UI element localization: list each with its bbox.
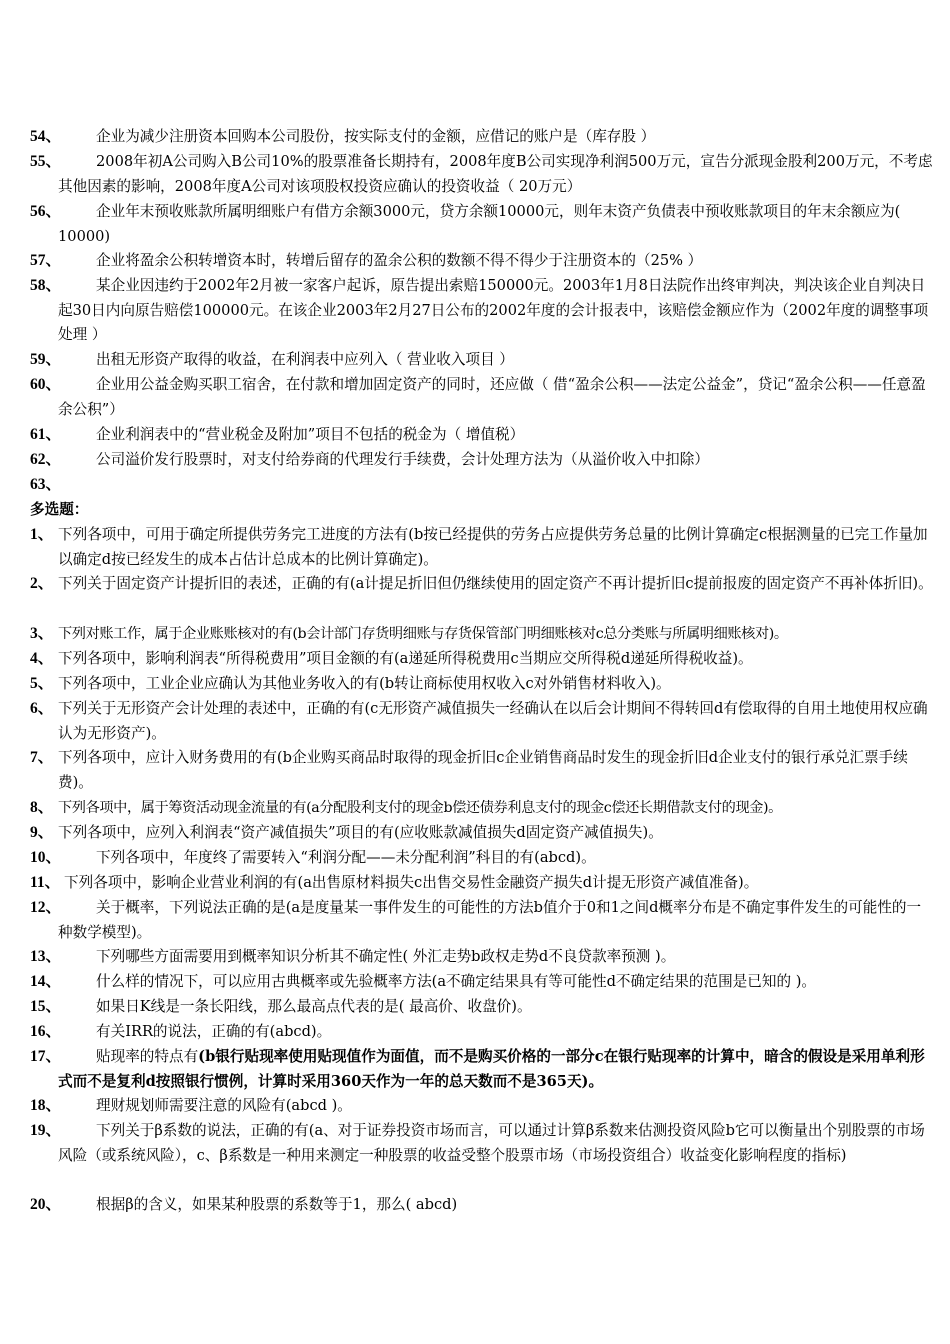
- question-number: 56、: [30, 203, 62, 220]
- question-m9: [30, 821, 935, 846]
- question-54: [30, 125, 935, 150]
- question-number: 57、: [30, 252, 62, 269]
- question-number: 16、: [30, 1023, 62, 1040]
- question-text: 下列关于无形资产会计处理的表述中，正确的有(c无形资产减值损失一经确认在以后会计期间不得转回d有偿取得的自用土地使用权应确认为无形资产)。: [58, 700, 928, 742]
- question-number: 60、: [30, 376, 62, 393]
- section-heading: 多选题：: [30, 501, 89, 518]
- question-text: 公司溢价发行股票时，对支付给券商的代理发行手续费，会计处理方法为（从溢价收入中扣除）: [96, 451, 709, 468]
- question-number: 20、: [30, 1196, 62, 1213]
- question-text: 关于概率，下列说法正确的是(a是度量某一事件发生的可能性的方法b值介于0和1之间d概率分布是不确定事件发生的可能性的一种数学模型)。: [58, 899, 922, 941]
- question-m4: [30, 647, 935, 672]
- question-text: 下列各项中，影响企业营业利润的有(a出售原材料损失c出售交易性金融资产损失d计提无形资产减值准备)。: [64, 874, 759, 891]
- question-number: 2、: [30, 575, 54, 592]
- question-m1: [30, 523, 935, 572]
- question-text: 下列各项中，应列入利润表“资产减值损失”项目的有(应收账款减值损失d固定资产减值损失)。: [58, 824, 663, 841]
- question-m7: [30, 746, 935, 795]
- question-text: 出租无形资产取得的收益，在利润表中应列入（ 营业收入项目 ）: [96, 351, 514, 368]
- question-number: 13、: [30, 948, 62, 965]
- question-text: 下列各项中，属于筹资活动现金流量的有(a分配股利支付的现金b偿还债券利息支付的现金c偿还长期借款支付的现金)。: [58, 800, 782, 816]
- question-text: 下列各项中，年度终了需要转入“利润分配——未分配利润”科目的有(abcd)。: [96, 849, 596, 866]
- question-text: 下列各项中，可用于确定所提供劳务完工进度的方法有(b按已经提供的劳务占应提供劳务总量的比例计算确定c根据测量的已完工作量加以确定d按已经发生的成本占估计总成本的比例计算确定)。: [58, 526, 928, 568]
- question-number: 62、: [30, 451, 62, 468]
- question-text: 企业年末预收账款所属明细账户有借方余额3000元，贷方余额10000元，则年末资产负债表中预收账款项目的年末余额应为( 10000): [58, 203, 901, 245]
- question-number: 54、: [30, 128, 62, 145]
- question-number: 15、: [30, 998, 62, 1015]
- question-m17: [30, 1045, 935, 1094]
- question-m10: [30, 846, 935, 871]
- question-number: 4、: [30, 650, 54, 667]
- question-number: 61、: [30, 426, 62, 443]
- question-text: 企业用公益金购买职工宿舍，在付款和增加固定资产的同时，还应做（ 借“盈余公积——法定公益金”，贷记“盈余公积——任意盈余公积”）: [58, 376, 926, 418]
- question-text: 企业利润表中的“营业税金及附加”项目不包括的税金为（ 增值税）: [96, 426, 525, 443]
- question-text: 理财规划师需要注意的风险有(abcd )。: [96, 1097, 352, 1114]
- question-number: 7、: [30, 749, 54, 766]
- question-m16: [30, 1020, 935, 1045]
- question-55: [30, 150, 935, 199]
- question-m6: [30, 697, 935, 746]
- question-text: 下列对账工作，属于企业账账核对的有(b会计部门存货明细账与存货保管部门明细账核对c总分类账与所属明细账核对)。: [58, 626, 788, 642]
- question-59: [30, 348, 935, 373]
- question-number: 14、: [30, 973, 62, 990]
- question-m11: [30, 871, 935, 896]
- question-m14: [30, 970, 935, 995]
- question-61: [30, 423, 935, 448]
- question-62: [30, 448, 935, 473]
- question-text: 如果日K线是一条长阳线，那么最高点代表的是( 最高价、收盘价)。: [96, 998, 532, 1015]
- question-number: 5、: [30, 675, 54, 692]
- question-number: 58、: [30, 277, 62, 294]
- question-text: 企业为减少注册资本回购本公司股份，按实际支付的金额，应借记的账户是（库存股 ）: [96, 128, 656, 145]
- question-text: 企业将盈余公积转增资本时，转增后留存的盈余公积的数额不得不得少于注册资本的（25% ）: [96, 252, 703, 269]
- question-m18: [30, 1094, 935, 1119]
- question-text: 下列哪些方面需要用到概率知识分析其不确定性( 外汇走势b政权走势d不良贷款率预测 )。: [96, 948, 676, 965]
- question-text: 下列各项中，影响利润表“所得税费用”项目金额的有(a递延所得税费用c当期应交所得税d递延所得税收益)。: [58, 650, 753, 667]
- question-60: [30, 373, 935, 422]
- question-number: 12、: [30, 899, 62, 916]
- question-56: [30, 200, 935, 249]
- question-m19: [30, 1119, 935, 1168]
- question-text: 2008年初A公司购入B公司10%的股票准备长期持有，2008年度B公司实现净利润500万元，宣告分派现金股利200万元，不考虑其他因素的影响，2008年度A公司对该项股权投资应确认的投资收益（ 20万元）: [58, 153, 933, 195]
- question-number: 8、: [30, 799, 54, 816]
- question-number: 55、: [30, 153, 62, 170]
- question-text: 下列各项中，应计入财务费用的有(b企业购买商品时取得的现金折旧c企业销售商品时发生的现金折旧d企业支付的银行承兑汇票手续费)。: [58, 749, 908, 791]
- question-number: 17、: [30, 1048, 62, 1065]
- question-text: 什么样的情况下，可以应用古典概率或先验概率方法(a不确定结果具有等可能性d不确定结果的范围是已知的 )。: [96, 973, 816, 990]
- question-m15: [30, 995, 935, 1020]
- question-m8: [30, 796, 935, 821]
- question-58: [30, 274, 935, 348]
- question-answer-bold: (b银行贴现率使用贴现值作为面值，而不是购买价格的一部分c在银行贴现率的计算中，暗含的假设是采用单利形式而不是复利d按照银行惯例，计算时采用360天作为一年的总天数而不是365天)。: [58, 1048, 925, 1090]
- question-text: 某企业因违约于2002年2月被一家客户起诉，原告提出索赔150000元。2003年1月8日法院作出终审判决，判决该企业自判决日起30日内向原告赔偿100000元。在该企业2003年2月27日公布的2002年度的会计报表中，该赔偿金额应作为（2002年度的调整事项处理 ）: [58, 277, 929, 344]
- question-text: 下列各项中，工业企业应确认为其他业务收入的有(b转让商标使用权收入c对外销售材料收入)。: [58, 675, 671, 692]
- question-number: 3、: [30, 625, 54, 642]
- question-text-plain: 贴现率的特点有: [96, 1048, 199, 1065]
- question-m3: [30, 622, 935, 647]
- question-m2: [30, 572, 935, 597]
- question-number: 18、: [30, 1097, 62, 1114]
- question-m20: [30, 1193, 935, 1218]
- question-text: 有关IRR的说法，正确的有(abcd)。: [96, 1023, 332, 1040]
- question-number: 10、: [30, 849, 62, 866]
- question-m12: [30, 896, 935, 945]
- question-number: 19、: [30, 1122, 62, 1139]
- question-number: 11、: [30, 874, 61, 891]
- question-number: 6、: [30, 700, 54, 717]
- question-number: 1、: [30, 526, 54, 543]
- question-number: 63、: [30, 476, 62, 493]
- question-text: 根据β的含义，如果某种股票的系数等于1，那么( abcd): [96, 1196, 458, 1213]
- question-m13: [30, 945, 935, 970]
- question-m5: [30, 672, 935, 697]
- question-number: 9、: [30, 824, 54, 841]
- question-number: 59、: [30, 351, 62, 368]
- question-text: [58, 1045, 935, 1094]
- question-text: 下列关于固定资产计提折旧的表述，正确的有(a计提足折旧但仍继续使用的固定资产不再计提折旧c提前报废的固定资产不再补体折旧)。: [58, 575, 933, 592]
- question-57: [30, 249, 935, 274]
- question-text: 下列关于β系数的说法，正确的有(a、对于证券投资市场而言，可以通过计算β系数来估测投资风险b它可以衡量出个别股票的市场风险（或系统风险），c、β系数是一种用来测定一种股票的收益受整个股票市场（市场投资组合）收益变化影响程度的指标): [58, 1122, 925, 1164]
